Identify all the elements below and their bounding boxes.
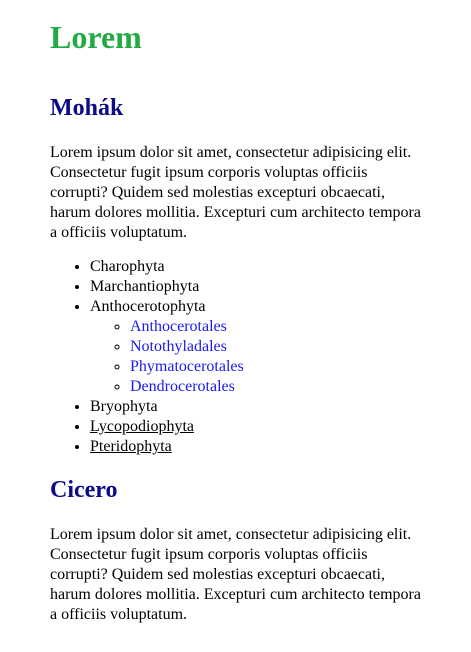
link-dendrocerotales[interactable]: Dendrocerotales bbox=[130, 378, 235, 395]
section-heading-mohak: Mohák bbox=[50, 95, 124, 121]
sublist-item-notothyladales bbox=[130, 337, 421, 357]
list-item-pteridophyta bbox=[90, 437, 421, 457]
page-title: Lorem bbox=[50, 19, 142, 55]
section-heading-cicero: Cicero bbox=[50, 477, 118, 503]
plant-division-list bbox=[50, 257, 421, 457]
list-item-bryophyta: • Bryophyta bbox=[90, 397, 421, 417]
list-item-lycopodiophyta bbox=[90, 417, 421, 437]
sublist-item-phymatocerotales bbox=[130, 357, 421, 377]
anthocerotophyta-sublist bbox=[90, 317, 421, 397]
section-paragraph-cicero: Lorem ipsum dolor sit amet, consectetur adipisicing elit. Consectetur fugit ipsum corporis voluptas officiis corrupti? Quidem sed molestias excepturi obcaecati, harum dolores mollitia. Excepturi cum architecto tempora a officiis voluptatum. bbox=[50, 526, 421, 623]
list-item-marchantiophyta: • Marchantiophyta bbox=[90, 277, 421, 297]
sublist-item-dendrocerotales bbox=[130, 377, 421, 397]
list-item-anthocerotophyta: • Anthocerotophyta ◦ Anthocerotales ◦ Notothyladales ◦ Phymatocerotales ◦ Dendrocerotales bbox=[90, 297, 421, 397]
underlined-lycopodiophyta: Lycopodiophyta bbox=[90, 418, 194, 435]
underlined-pteridophyta: Pteridophyta bbox=[90, 438, 172, 455]
list-item-charophyta: • Charophyta bbox=[90, 257, 421, 277]
link-phymatocerotales[interactable]: Phymatocerotales bbox=[130, 358, 244, 375]
sublist-item-anthocerotales bbox=[130, 317, 421, 337]
link-anthocerotales[interactable]: Anthocerotales bbox=[130, 318, 227, 335]
link-notothyladales[interactable]: Notothyladales bbox=[130, 338, 227, 355]
section-paragraph-mohak: Lorem ipsum dolor sit amet, consectetur adipisicing elit. Consectetur fugit ipsum corporis voluptas officiis corrupti? Quidem sed molestias excepturi obcaecati, harum dolores mollitia. Excepturi cum architecto tempora a officiis voluptatum. bbox=[50, 144, 421, 241]
